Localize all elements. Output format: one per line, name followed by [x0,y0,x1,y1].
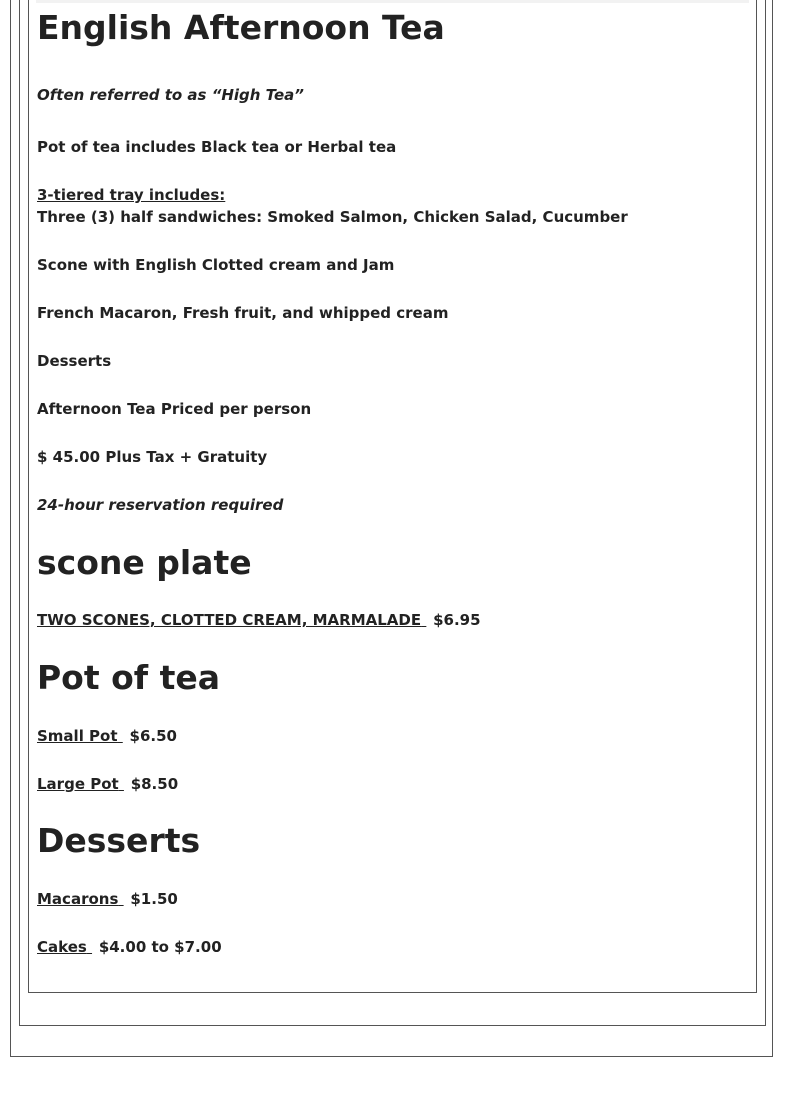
scone-plate-heading: scone plate [37,543,252,582]
pot-of-tea-heading: Pot of tea [37,658,221,697]
priced-per-person-text: Afternoon Tea Priced per person [37,400,312,418]
reservation-note: 24-hour reservation required [37,496,284,514]
menu-item-name: Macarons [37,890,119,908]
menu-item [37,726,177,746]
desserts-text: Desserts [37,352,112,370]
scone-plate-item [37,610,481,630]
menu-item-name: Large Pot [37,775,119,793]
top-shade-divider [36,0,749,3]
afternoon-tea-heading: English Afternoon Tea [37,8,445,47]
menu-item-name: Small Pot [37,727,118,745]
tray-heading: 3-tiered tray includes: [37,186,226,204]
afternoon-tea-subtitle: Often referred to as “High Tea” [37,86,304,104]
scone-plate-item-price: $6.95 [433,611,481,629]
menu-item-price: $8.50 [130,775,179,793]
pot-of-tea-included-text: Pot of tea includes Black tea or Herbal tea [37,138,397,156]
afternoon-tea-price: $ 45.00 Plus Tax + Gratuity [37,448,268,466]
macaron-text: French Macaron, Fresh fruit, and whipped cream [37,304,449,322]
menu-item [37,889,178,909]
menu-item-price: $4.00 to $7.00 [98,938,222,956]
menu-item [37,937,222,957]
sandwiches-text: Three (3) half sandwiches: Smoked Salmon, Chicken Salad, Cucumber [37,208,628,226]
scone-plate-item-name: TWO SCONES, CLOTTED CREAM, MARMALADE [37,611,422,629]
desserts-heading: Desserts [37,821,201,860]
menu-item-name: Cakes [37,938,87,956]
menu-item [37,774,178,794]
scone-text: Scone with English Clotted cream and Jam [37,256,395,274]
menu-item-price: $1.50 [130,890,178,908]
menu-item-price: $6.50 [129,727,177,745]
